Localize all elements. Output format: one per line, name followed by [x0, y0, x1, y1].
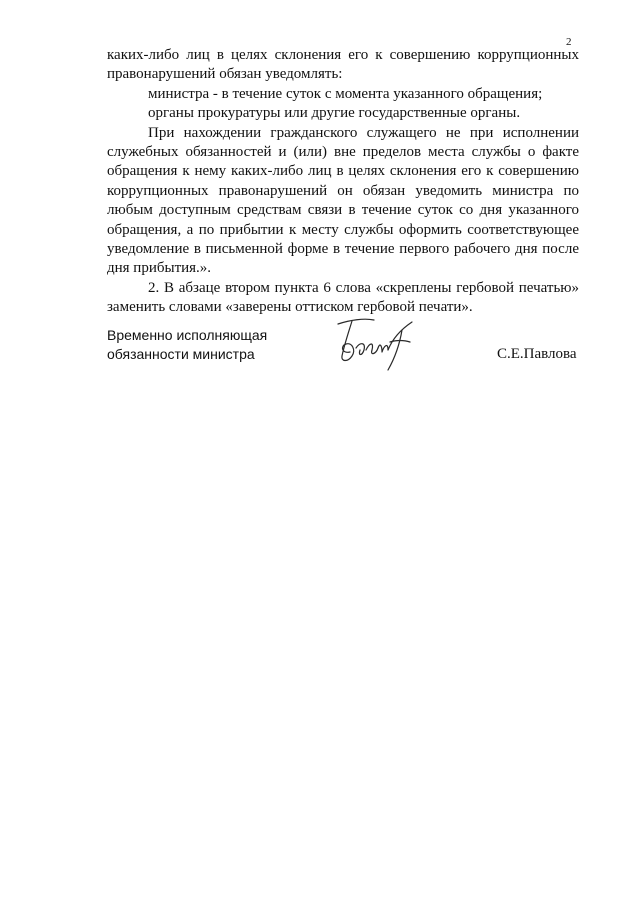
paragraph-notify-minister: министра - в течение суток с момента указанного обращения;	[148, 85, 543, 102]
signatory-position	[107, 326, 267, 364]
paragraph-notify-prosecutor: органы прокуратуры или другие государственные органы.	[148, 105, 521, 122]
paragraph-off-duty: При нахождении гражданского служащего не при исполнении служебных обязанностей и (или) вне пределов места службы о факте обращения к нему каких-либо лиц в целях склонения его к совершению коррупционных правонарушений он обязан уведомить министра по любым доступным средствам связи в течение суток со дня указанного обращения, а по прибытии к месту службы оформить соответствующее уведомление в письменной форме в течение первого рабочего дня после дня прибытия.».	[107, 124, 579, 277]
signatory-position-line2: обязанности министра	[107, 346, 255, 362]
document-body	[107, 46, 579, 318]
handwritten-signature-icon	[330, 312, 422, 376]
paragraph-continuation: каких-либо лиц в целях склонения его к совершению коррупционных правонарушений обязан уведомлять:	[107, 47, 579, 83]
signatory-position-line1: Временно исполняющая	[107, 327, 268, 343]
signatory-name: С.Е.Павлова	[497, 346, 577, 362]
page-number: 2	[566, 36, 572, 48]
paragraph-amendment: 2. В абзаце втором пункта 6 слова «скреплены гербовой печатью» заменить словами «заверены оттиском гербовой печати».	[107, 279, 579, 316]
